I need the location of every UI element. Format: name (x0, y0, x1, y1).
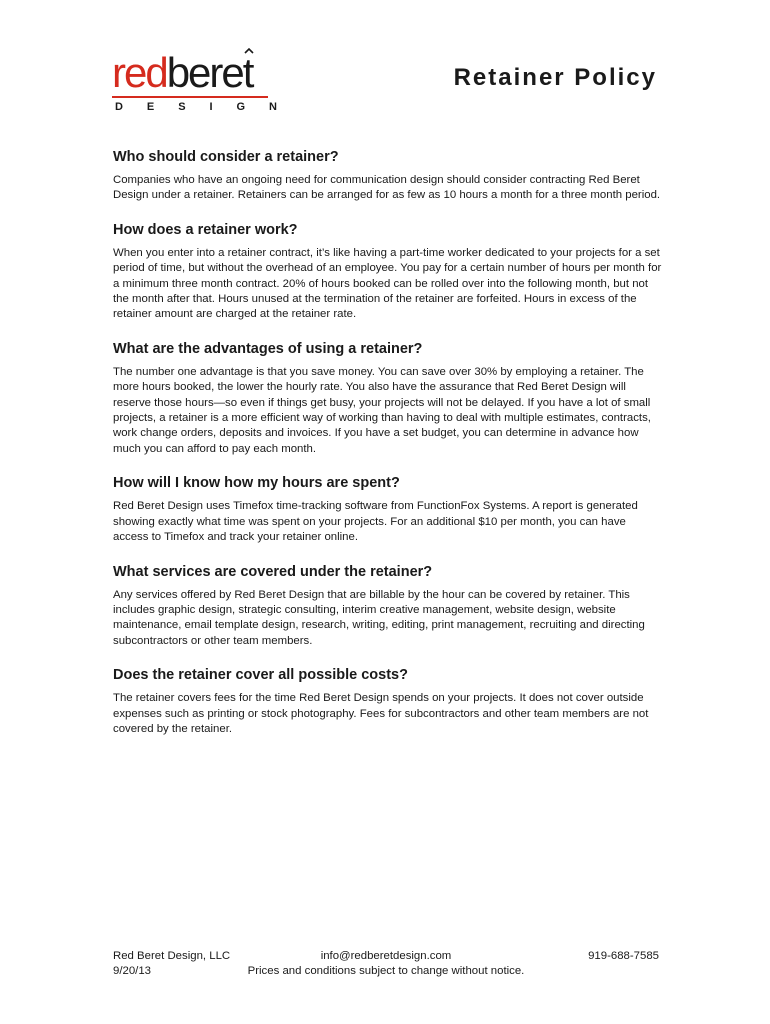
logo-letter: D (115, 101, 123, 113)
section-heading: Does the retainer cover all possible costs? (113, 667, 408, 684)
logo-rule (112, 96, 268, 98)
footer-notice: Prices and conditions subject to change without notice. (247, 965, 525, 977)
red-beret-logo (112, 49, 282, 114)
section-services-covered (113, 563, 663, 650)
section-who-should-consider (113, 148, 663, 204)
page-footer (113, 949, 659, 989)
logo-subtitle (115, 101, 277, 113)
section-costs-covered (113, 666, 663, 737)
section-body: Any services offered by Red Beret Design that are billable by the hour can be covered by retainer. This includes graphic design, strategic consulting, interim creative management, website design, website maintenance, email template design, research, writing, editing, print management, recruiting and directing subcontractors or other team members. (113, 588, 645, 647)
section-advantages (113, 340, 663, 457)
page-title: Retainer Policy (453, 64, 657, 91)
policy-content (113, 148, 663, 754)
section-heading: How does a retainer work? (113, 221, 298, 238)
footer-right (588, 949, 659, 964)
section-heading: How will I know how my hours are spent? (113, 475, 400, 492)
footer-date: 9/20/13 (113, 965, 152, 977)
logo-letter: E (146, 101, 155, 113)
section-body: The retainer covers fees for the time Red Beret Design spends on your projects. It does not cover outside expenses such as printing or stock photography. Fees for subcontractors and other team members are not covered by the retainer. (113, 692, 649, 735)
section-how-it-works (113, 221, 663, 323)
section-body: Red Beret Design uses Timefox time-tracking software from FunctionFox Systems. A report is generated showing exactly what time was spent on your projects. For an additional $10 per month, you can have access to Timefox and track your retainer online. (113, 500, 638, 544)
section-heading: What services are covered under the retainer? (113, 563, 433, 580)
logo-caret-icon (244, 48, 254, 54)
section-heading: What are the advantages of using a retainer? (113, 340, 423, 357)
section-heading: Who should consider a retainer? (113, 149, 339, 165)
section-hours-tracking (113, 474, 663, 545)
section-body: Companies who have an ongoing need for communication design should consider contracting Red Beret Design under a retainer. Retainers can be arranged for as few as 10 hours a month for a three month period. (113, 174, 661, 202)
logo-letter: N (269, 101, 277, 113)
footer-email[interactable]: info@redberetdesign.com (320, 950, 452, 962)
logo-wordmark (112, 49, 253, 96)
logo-letter: G (236, 101, 246, 113)
section-body: The number one advantage is that you save money. You can save over 30% by employing a retainer. The more hours booked, the lower the hourly rate. You also have the assurance that Red Beret Design will reserve those hours—so even if things get busy, your projects will not be delayed. If you have a lot of small projects, a retainer is a more efficient way of working than having to deal with multiple estimates, contracts, work change orders, deposits and invoices. If you have a set budget, you can determine in advance how much you can afford to pay each month. (113, 365, 651, 455)
logo-black-part: beret (166, 49, 253, 96)
footer-phone: 919-688-7585 (588, 950, 659, 962)
logo-letter: S (178, 101, 186, 113)
footer-company: Red Beret Design, LLC (113, 950, 231, 962)
section-body: When you enter into a retainer contract, it’s like having a part-time worker dedicated to your projects for a set period of time, but without the overhead of an employee. You pay for a certain number of hours per month for a minimum three month contract. 20% of hours booked can be rolled over into the following month, but not the month after that. Hours unused at the termination of the retainer are forfeited. Hours in excess of the retainer amount are charged at the retainer rate. (113, 246, 662, 321)
logo-red-part: red (112, 49, 167, 96)
footer-center (113, 949, 659, 979)
logo-letter: I (209, 101, 213, 113)
